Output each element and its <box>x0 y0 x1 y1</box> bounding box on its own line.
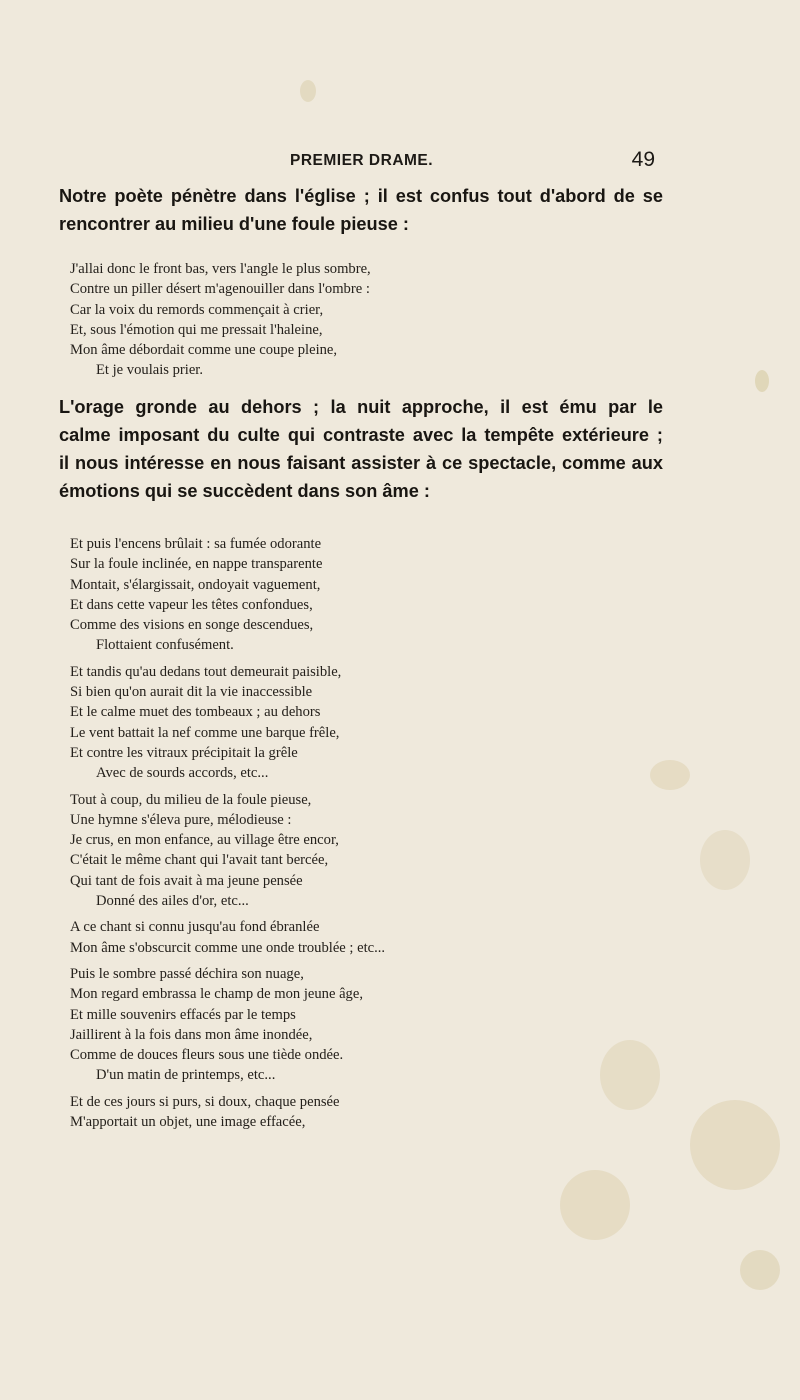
prose-line: Notre poète pénètre dans l'église ; il est confus tout d'abord de se <box>59 186 663 206</box>
verse-stanza-1 <box>70 259 371 381</box>
verse-line: Et puis l'encens brûlait : sa fumée odorante <box>70 536 322 552</box>
foxing-stain <box>740 1250 780 1290</box>
foxing-stain <box>755 370 769 392</box>
verse-line: Qui tant de fois avait à ma jeune pensée <box>70 872 303 889</box>
verse-line: Je crus, en mon enfance, au village être encor, <box>70 832 339 849</box>
verse-line: D'un matin de printemps, etc... <box>96 1067 276 1084</box>
verse-line: Donné des ailes d'or, etc... <box>96 893 249 910</box>
verse-line: Car la voix du remords commençait à crier, <box>70 301 324 318</box>
foxing-stain <box>690 1100 780 1190</box>
prose-line: L'orage gronde au dehors ; la nuit approche, il est ému par le <box>59 397 663 417</box>
prose-line: émotions qui se succèdent dans son âme : <box>59 481 430 501</box>
verse-line: Jaillirent à la fois dans mon âme inondée, <box>70 1026 313 1043</box>
verse-line: A ce chant si connu jusqu'au fond ébranlée <box>70 919 320 936</box>
verse-line: Et contre les vitraux précipitait la grêle <box>70 744 298 761</box>
verse-line: Mon regard embrassa le champ de mon jeune âge, <box>70 986 363 1003</box>
verse-line: J'allai donc le front bas, vers l'angle le plus sombre, <box>70 261 371 277</box>
prose-paragraph-2 <box>59 393 663 505</box>
verse-line: Contre un piller désert m'agenouiller dans l'ombre : <box>70 281 370 298</box>
verse-line: Avec de sourds accords, etc... <box>96 765 269 782</box>
foxing-stain <box>300 80 316 102</box>
verse-line: Et le calme muet des tombeaux ; au dehors <box>70 704 321 721</box>
verse-line: Une hymne s'éleva pure, mélodieuse : <box>70 811 292 828</box>
verse-line: Puis le sombre passé déchira son nuage, <box>70 965 304 982</box>
prose-paragraph-1 <box>59 182 663 238</box>
verse-stanza-2 <box>70 534 385 1132</box>
verse-line: Si bien qu'on aurait dit la vie inaccessible <box>70 684 313 701</box>
verse-line: Le vent battait la nef comme une barque frêle, <box>70 724 340 741</box>
verse-line: Et de ces jours si purs, si doux, chaque pensée <box>70 1093 340 1110</box>
verse-line: Mon âme s'obscurcit comme une onde troublée ; etc... <box>70 939 386 956</box>
verse-line: C'était le même chant qui l'avait tant bercée, <box>70 852 329 869</box>
verse-line: Et tandis qu'au dedans tout demeurait paisible, <box>70 663 342 680</box>
verse-line: Montait, s'élargissait, ondoyait vaguement, <box>70 576 321 593</box>
foxing-stain <box>700 830 750 890</box>
foxing-stain <box>600 1040 660 1110</box>
verse-line: Et je voulais prier. <box>96 362 203 379</box>
verse-line: Mon âme débordait comme une coupe pleine, <box>70 342 338 359</box>
foxing-stain <box>560 1170 630 1240</box>
verse-line: Comme de douces fleurs sous une tiède ondée. <box>70 1047 344 1064</box>
verse-line: M'apportait un objet, une image effacée, <box>70 1114 306 1131</box>
prose-line: rencontrer au milieu d'une foule pieuse : <box>59 214 409 234</box>
prose-line: il nous intéresse en nous faisant assister à ce spectacle, comme aux <box>59 453 663 473</box>
verse-line: Et dans cette vapeur les têtes confondues, <box>70 596 313 613</box>
verse-line: Tout à coup, du milieu de la foule pieuse, <box>70 791 312 808</box>
foxing-stain <box>650 760 690 790</box>
verse-line: Flottaient confusément. <box>96 637 234 654</box>
verse-line: Comme des visions en songe descendues, <box>70 617 314 634</box>
verse-line: Sur la foule inclinée, en nappe transparente <box>70 556 323 573</box>
verse-line: Et, sous l'émotion qui me pressait l'haleine, <box>70 321 323 338</box>
chapter-title: PREMIER DRAME. <box>290 152 434 169</box>
prose-line: calme imposant du culte qui contraste avec la tempête extérieure ; <box>59 425 663 445</box>
page-number: 49 <box>631 148 655 171</box>
verse-line: Et mille souvenirs effacés par le temps <box>70 1006 296 1023</box>
